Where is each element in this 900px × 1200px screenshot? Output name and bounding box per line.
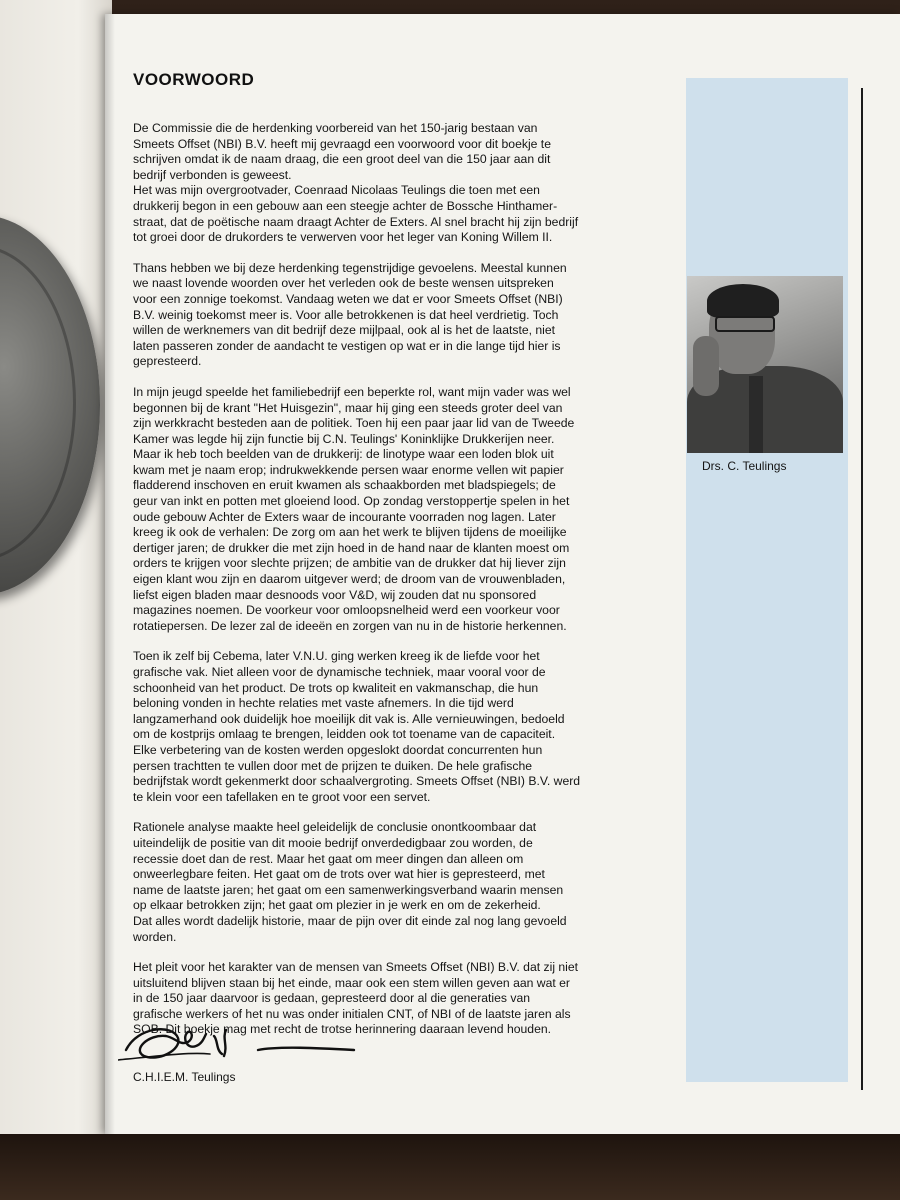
text-line: Elke verbetering van de kosten werden opgeslokt doordat concurrenten hun — [133, 742, 543, 757]
portrait-glasses — [715, 316, 775, 332]
text-line: In mijn jeugd speelde het familiebedrijf een beperkte rol, want mijn vader was wel — [133, 384, 571, 399]
text-line: geur van inkt en potten met gloeiend lood. Op zondag verstoppertje spelen in het — [133, 494, 570, 509]
paragraph — [133, 649, 668, 805]
text-line: drukkerij begon in een gebouw aan een steegje achter de Bossche Hinthamer- — [133, 198, 558, 213]
text-line: om de kostprijs omlaag te brengen, leidden ook tot toename van de capaciteit. — [133, 727, 556, 742]
page-title: VOORWOORD — [133, 70, 255, 89]
paragraph — [133, 261, 668, 370]
text-line: dertiger jaren; de drukker die met zijn hoed in de hand naar de klanten moest om — [133, 540, 570, 555]
text-line: Thans hebben we bij deze herdenking tegenstrijdige gevoelens. Meestal kunnen — [133, 260, 567, 275]
text-line: uiteindelijk de positie van dit mooie bedrijf onverdedigbaar zou worden, de — [133, 835, 533, 850]
text-line: schrijven omdat ik de naam draag, die een groot deel van die 150 jaar aan dit — [133, 152, 551, 167]
text-line: bedrijf verbonden is geweest. — [133, 167, 292, 182]
text-line: liefst eigen bladen maar desnoods voor V&D, wij zouden dat nu sponsored — [133, 587, 537, 602]
body-text — [133, 121, 668, 1053]
text-line: laten passeren zonder de aandacht te vestigen op wat er in die lange tijd hier is — [133, 338, 561, 353]
text-line: De Commissie die de herdenking voorbereid van het 150-jarig bestaan van — [133, 121, 538, 135]
text-line: oude gebouw Achter de Exters waar de incourante voorraden nog lagen. Later — [133, 509, 556, 524]
text-line: op elkaar betrokken zijn; het gaat om plezier in je werk en om de zekerheid. — [133, 898, 541, 913]
portrait-hand — [693, 336, 719, 396]
portrait-tie — [749, 376, 763, 453]
table-edge — [0, 1134, 900, 1200]
portrait-hair — [707, 284, 779, 318]
text-line: recessie doet dan de rest. Maar het gaat om meer dingen dan alleen om — [133, 851, 524, 866]
text-line: te klein voor een tafellaken en te groot voor een servet. — [133, 789, 431, 804]
text-line: worden. — [133, 929, 177, 944]
text-line: langzamerhand ook duidelijk hoe moeilijk dit vak is. Alle vernieuwingen, bedoeld — [133, 711, 565, 726]
text-line: bedrijfstak wordt gekenmerkt door schaalvergroting. Smeets Offset (NBI) B.V. werd — [133, 774, 581, 789]
text-line: SOB. Dit boekje mag met recht de trotse herinnering daaraan levend houden. — [133, 1022, 552, 1037]
text-line: Kamer was legde hij zijn functie bij C.N. Teulings' Koninklijke Drukkerijen neer. — [133, 431, 555, 446]
text-line: eigen klant wou zijn en daarom uitgever werd; de droom van de vrouwenbladen, — [133, 572, 566, 587]
text-line: Maar ik heb toch beelden van de drukkerij: de linotype waar een loden blok uit — [133, 447, 554, 462]
text-line: we naast lovende woorden over het verleden ook de beste wensen uitspreken — [133, 276, 554, 291]
text-line: schoonheid van het product. De trots op kwaliteit en vakmanschap, die hun — [133, 680, 539, 695]
text-line: tot groei door de drukorders te verwerven voor het leger van Koning Willem II. — [133, 230, 553, 245]
text-line: Rationele analyse maakte heel geleidelijk de conclusie onontkoombaar dat — [133, 820, 537, 835]
page-gutter-shadow — [105, 14, 115, 1134]
text-line: Toen ik zelf bij Cebema, later V.N.U. ging werken kreeg ik de liefde voor het — [133, 649, 540, 664]
text-line: in de 150 jaar daarvoor is gedaan, gepresteerd door al die generaties van — [133, 991, 531, 1006]
text-line: name de laatste jaren; het gaat om een samenwerkingsverband waarin mensen — [133, 882, 564, 897]
paragraph — [133, 121, 668, 246]
photo-caption: Drs. C. Teulings — [702, 459, 787, 473]
text-line: orders te krijgen voor slechte prijzen; de ambitie van de drukker dat hij liever zijn — [133, 556, 566, 571]
handwritten-signature — [118, 1016, 368, 1071]
text-line: beloning vonden in hechte relaties met vaste afnemers. In die tijd werd — [133, 696, 514, 711]
text-line: straat, dat de poëtische naam draagt Achter de Exters. Al snel bracht hij zijn bedrijf — [133, 214, 579, 229]
text-line: Dat alles wordt dadelijk historie, maar de pijn over dit einde zal nog lang gevoeld — [133, 913, 567, 928]
text-line: gepresteerd. — [133, 354, 202, 369]
text-line: onweerlegbare feiten. Het gaat om de trots over wat hier is gepresteerd, met — [133, 867, 545, 882]
text-line: Het pleit voor het karakter van de mensen van Smeets Offset (NBI) B.V. dat zij niet — [133, 960, 579, 975]
paragraph — [133, 820, 668, 945]
text-line: voor een zonnige toekomst. Vandaag weten we dat er voor Smeets Offset (NBI) — [133, 291, 563, 306]
text-line: grafische vak. Niet alleen voor de dynamische techniek, maar vooral voor de — [133, 665, 546, 679]
text-line: B.V. weinig toekomst meer is. Voor alle betrokkenen is dat heel verdrietig. Toch — [133, 307, 559, 322]
text-line: zijn werkkracht besteden aan de politiek. Toen hij een paar jaar lid van de Tweede — [133, 416, 575, 431]
vertical-rule — [861, 88, 863, 1090]
text-line: kwam met je naam erop; indrukwekkende persen waar enorme vellen wit papier — [133, 462, 564, 477]
text-line: grafische werkers of het nu was onder initialen CNT, of NBI of de laatste jaren als — [133, 1006, 571, 1021]
side-panel — [686, 78, 848, 1082]
bronze-medallion-image — [0, 215, 100, 595]
text-line: kreeg ik ook de verhalen: De zorg om aan het werk te blijven tijdens de moeilijke — [133, 525, 567, 540]
portrait-photo — [687, 276, 843, 453]
left-page-edge — [0, 0, 112, 1160]
text-line: begonnen bij de krant "Het Huisgezin", maar hij ging een steeds groter deel van — [133, 400, 563, 415]
signer-name: C.H.I.E.M. Teulings — [133, 1070, 236, 1084]
text-line: fladderend inschoven en eruit kwamen als schaakborden met bladspiegels; de — [133, 478, 556, 493]
paragraph — [133, 385, 668, 635]
text-line: Het was mijn overgrootvader, Coenraad Nicolaas Teulings die toen met een — [133, 183, 540, 198]
text-line: magazines noemen. De voorkeur voor omloopsnelheid werd een voorkeur voor — [133, 603, 560, 618]
text-line: rotatiepersen. De lezer zal de ideeën en zorgen van nu in de historie herkennen. — [133, 618, 567, 633]
text-line: Smeets Offset (NBI) B.V. heeft mij gevraagd een voorwoord voor dit boekje te — [133, 136, 551, 151]
text-line: uitsluitend blijven staan bij het einde, maar ook een stem willen geven aan wat er — [133, 975, 570, 990]
text-line: persen trachtten te vullen door met de prijzen te duiken. De hele grafische — [133, 758, 533, 773]
text-line: willen de werknemers van dit bedrijf deze mijlpaal, ook al is het de laatste, niet — [133, 323, 556, 338]
